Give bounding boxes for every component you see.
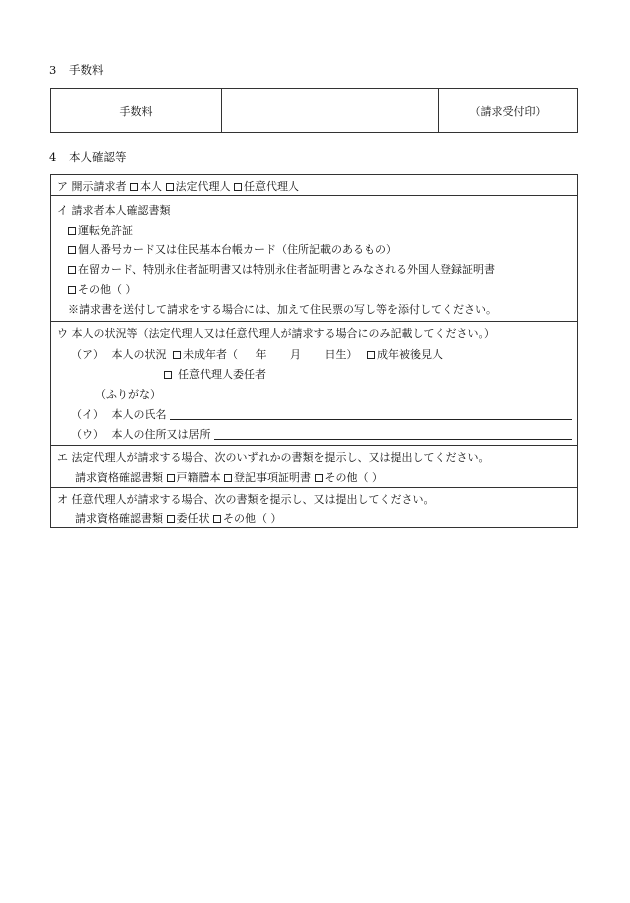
principal-status-label: 本人の状況等（法定代理人又は任意代理人が請求する場合にのみ記載してください。） [71,327,495,340]
legal-agent-docs-row [75,469,383,485]
principal-name-label: 本人の氏名 [111,408,167,421]
status-label: 本人の状況 [111,348,167,361]
option-minor[interactable]: 未成年者（ [173,348,238,361]
checkbox[interactable] [167,515,175,523]
option-my-number-card[interactable]: 個人番号カード又は住民基本台帳カード（住所記載のあるもの） [68,241,397,257]
option-residence-card[interactable]: 在留カード、特別永住者証明書又は特別永住者証明書とみなされる外国人登録証明書 [68,261,495,277]
principal-address-field[interactable] [214,439,572,440]
option-legal-agent[interactable]: 法定代理人 [166,180,231,193]
item-prefix: オ [57,493,68,506]
principal-address-label: 本人の住所又は居所 [111,428,211,441]
voluntary-agent-docs-row [75,510,282,526]
checkbox[interactable] [367,351,375,359]
legal-agent-documents-section [51,445,577,487]
item-prefix: ア [57,180,68,193]
section-4-heading [49,149,127,165]
requester-type-label: 開示請求者 [71,180,127,193]
checkbox[interactable] [224,474,232,482]
birth-month-unit: 月 [290,348,301,361]
checkbox[interactable] [213,515,221,523]
voluntary-agent-instruction: 任意代理人が請求する場合、次の書類を提示し、又は提出してください。 [71,493,435,506]
checkbox[interactable] [167,474,175,482]
option-family-register[interactable]: 戸籍謄本 [167,471,221,484]
option-delegator[interactable]: 任意代理人委任者 [164,366,266,382]
stamp-cell [439,89,577,132]
section-number: 4 [49,150,57,164]
mailing-note: ※請求書を送付して請求をする場合には、加えて住民票の写し等を添付してください。 [68,303,497,316]
sub-item-number: （ア） [71,348,104,361]
section-number: 3 [49,63,57,77]
item-prefix: イ [57,204,68,217]
identity-table [50,174,578,528]
checkbox[interactable] [234,183,242,191]
fee-table [50,88,578,133]
docs-label: 請求資格確認書類 [75,512,163,525]
principal-status-row [71,346,443,362]
principal-name-field[interactable] [170,419,572,420]
legal-agent-instruction: 法定代理人が請求する場合、次のいずれかの書類を提示し、又は提出してください。 [71,451,490,464]
checkbox[interactable] [166,183,174,191]
item-prefix: エ [57,451,68,464]
requester-type-section [51,175,577,195]
sub-item-number: （イ） [71,408,104,421]
option-drivers-license[interactable]: 運転免許証 [68,222,133,238]
checkbox[interactable] [130,183,138,191]
voluntary-agent-documents-section [51,487,577,527]
furigana-label: （ふりがな） [95,388,161,401]
identity-documents-label: 請求者本人確認書類 [71,204,171,217]
option-other-document[interactable]: その他（ ） [68,281,137,297]
checkbox[interactable] [315,474,323,482]
sub-item-number: （ウ） [71,428,104,441]
stamp-label: （請求受付印） [469,104,547,118]
birth-year-unit: 年 [255,348,267,361]
option-voluntary-agent[interactable]: 任意代理人 [234,180,299,193]
checkbox[interactable] [173,351,181,359]
fee-label-cell [51,89,222,132]
section-title: 本人確認等 [69,150,127,164]
checkbox[interactable] [164,371,172,379]
checkbox[interactable] [68,266,76,274]
fee-amount-cell[interactable] [222,89,439,132]
section-title: 手数料 [69,63,104,77]
option-registry-certificate[interactable]: 登記事項証明書 [224,471,311,484]
checkbox[interactable] [68,227,76,235]
docs-label: 請求資格確認書類 [75,471,163,484]
section-3-heading [49,62,104,78]
option-self[interactable]: 本人 [130,180,162,193]
birth-day-unit: 日生） [324,348,358,361]
principal-name-row [71,406,167,422]
fee-label: 手数料 [119,104,153,118]
checkbox[interactable] [68,246,76,254]
checkbox[interactable] [68,286,76,294]
item-prefix: ウ [57,327,68,340]
principal-address-row [71,426,211,442]
principal-status-section [51,321,577,445]
identity-documents-section [51,195,577,321]
option-other[interactable]: その他（ ） [315,471,384,484]
option-adult-guardian[interactable]: 成年被後見人 [367,348,443,361]
option-power-of-attorney[interactable]: 委任状 [167,512,210,525]
option-other[interactable]: その他（ ） [213,512,282,525]
